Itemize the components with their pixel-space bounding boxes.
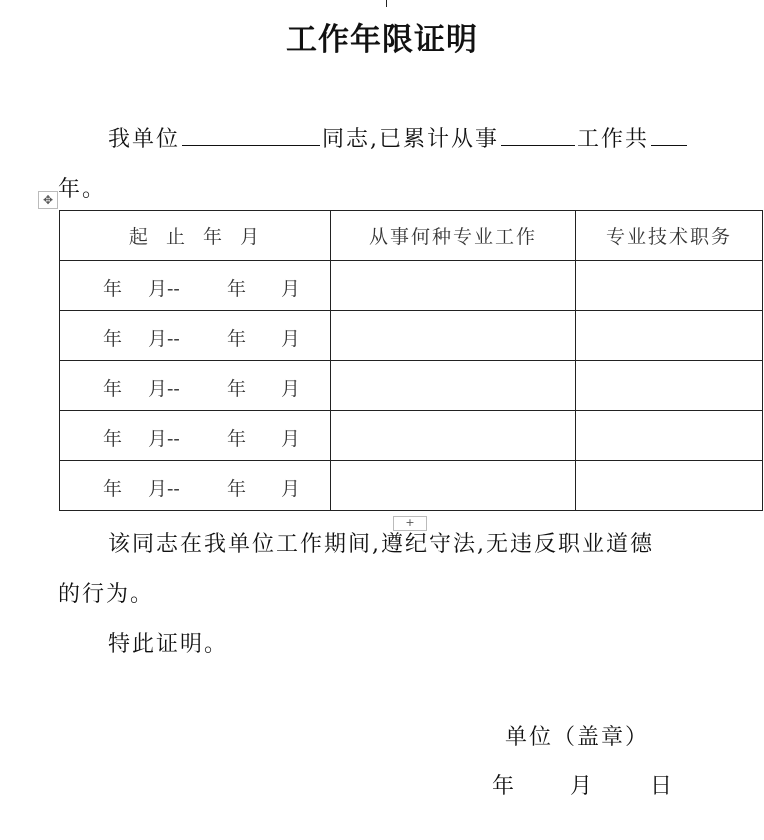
month-label: 月-- xyxy=(148,428,180,450)
header-period: 起 止 年 月 xyxy=(60,211,331,261)
year-label: 年 xyxy=(103,278,123,300)
table-row xyxy=(60,311,763,361)
work-cell[interactable] xyxy=(331,461,576,511)
plus-icon[interactable]: + xyxy=(393,516,427,531)
month-label: 月-- xyxy=(148,378,180,400)
month-label: 月 xyxy=(281,278,301,300)
intro-line-1 xyxy=(108,122,689,153)
name-blank[interactable] xyxy=(182,123,320,146)
year-label: 年 xyxy=(227,428,247,450)
year-label: 年 xyxy=(227,328,247,350)
conduct-line-1: 该同志在我单位工作期间,遵纪守法,无违反职业道德 xyxy=(108,532,654,557)
year-label: 年 xyxy=(227,478,247,500)
table-row xyxy=(60,261,763,311)
month-label: 月-- xyxy=(148,328,180,350)
text-cursor xyxy=(386,0,387,7)
month-label: 月-- xyxy=(148,478,180,500)
year-label: 年 xyxy=(103,378,123,400)
work-cell[interactable] xyxy=(331,361,576,411)
date-month: 月 xyxy=(570,774,595,799)
year-label: 年 xyxy=(103,328,123,350)
work-type-blank[interactable] xyxy=(501,123,575,146)
header-work: 从事何种专业工作 xyxy=(331,211,576,261)
period-cell[interactable] xyxy=(60,261,331,311)
conduct-line-2: 的行为。 xyxy=(58,582,155,607)
month-label: 月 xyxy=(281,328,301,350)
work-history-table xyxy=(59,210,763,511)
title-cell[interactable] xyxy=(576,361,763,411)
work-cell[interactable] xyxy=(331,311,576,361)
work-cell[interactable] xyxy=(331,261,576,311)
table-row xyxy=(60,461,763,511)
month-label: 月 xyxy=(281,428,301,450)
year-label: 年 xyxy=(103,428,123,450)
month-label: 月 xyxy=(281,478,301,500)
years-blank[interactable] xyxy=(651,123,687,146)
year-label: 年 xyxy=(103,478,123,500)
year-label: 年 xyxy=(227,378,247,400)
intro-line-2: 年。 xyxy=(58,177,107,202)
title-cell[interactable] xyxy=(576,411,763,461)
title-cell[interactable] xyxy=(576,311,763,361)
period-cell[interactable] xyxy=(60,461,331,511)
title-cell[interactable] xyxy=(576,261,763,311)
month-label: 月-- xyxy=(148,278,180,300)
date-day: 日 xyxy=(650,774,675,799)
date-year: 年 xyxy=(492,774,517,799)
period-cell[interactable] xyxy=(60,361,331,411)
table-row xyxy=(60,361,763,411)
period-cell[interactable] xyxy=(60,411,331,461)
period-cell[interactable] xyxy=(60,311,331,361)
intro-text-1: 我单位 xyxy=(108,127,181,152)
closing-text: 特此证明。 xyxy=(108,632,229,657)
move-icon[interactable]: ✥ xyxy=(38,191,58,209)
page-title: 工作年限证明 xyxy=(286,22,478,58)
title-cell[interactable] xyxy=(576,461,763,511)
table-row xyxy=(60,411,763,461)
table-header-row xyxy=(60,211,763,261)
header-title: 专业技术职务 xyxy=(576,211,763,261)
year-label: 年 xyxy=(227,278,247,300)
month-label: 月 xyxy=(281,378,301,400)
intro-text-2: 同志,已累计从事 xyxy=(322,127,500,152)
intro-text-3: 工作共 xyxy=(577,127,650,152)
signature-unit: 单位（盖章） xyxy=(505,725,650,750)
work-cell[interactable] xyxy=(331,411,576,461)
